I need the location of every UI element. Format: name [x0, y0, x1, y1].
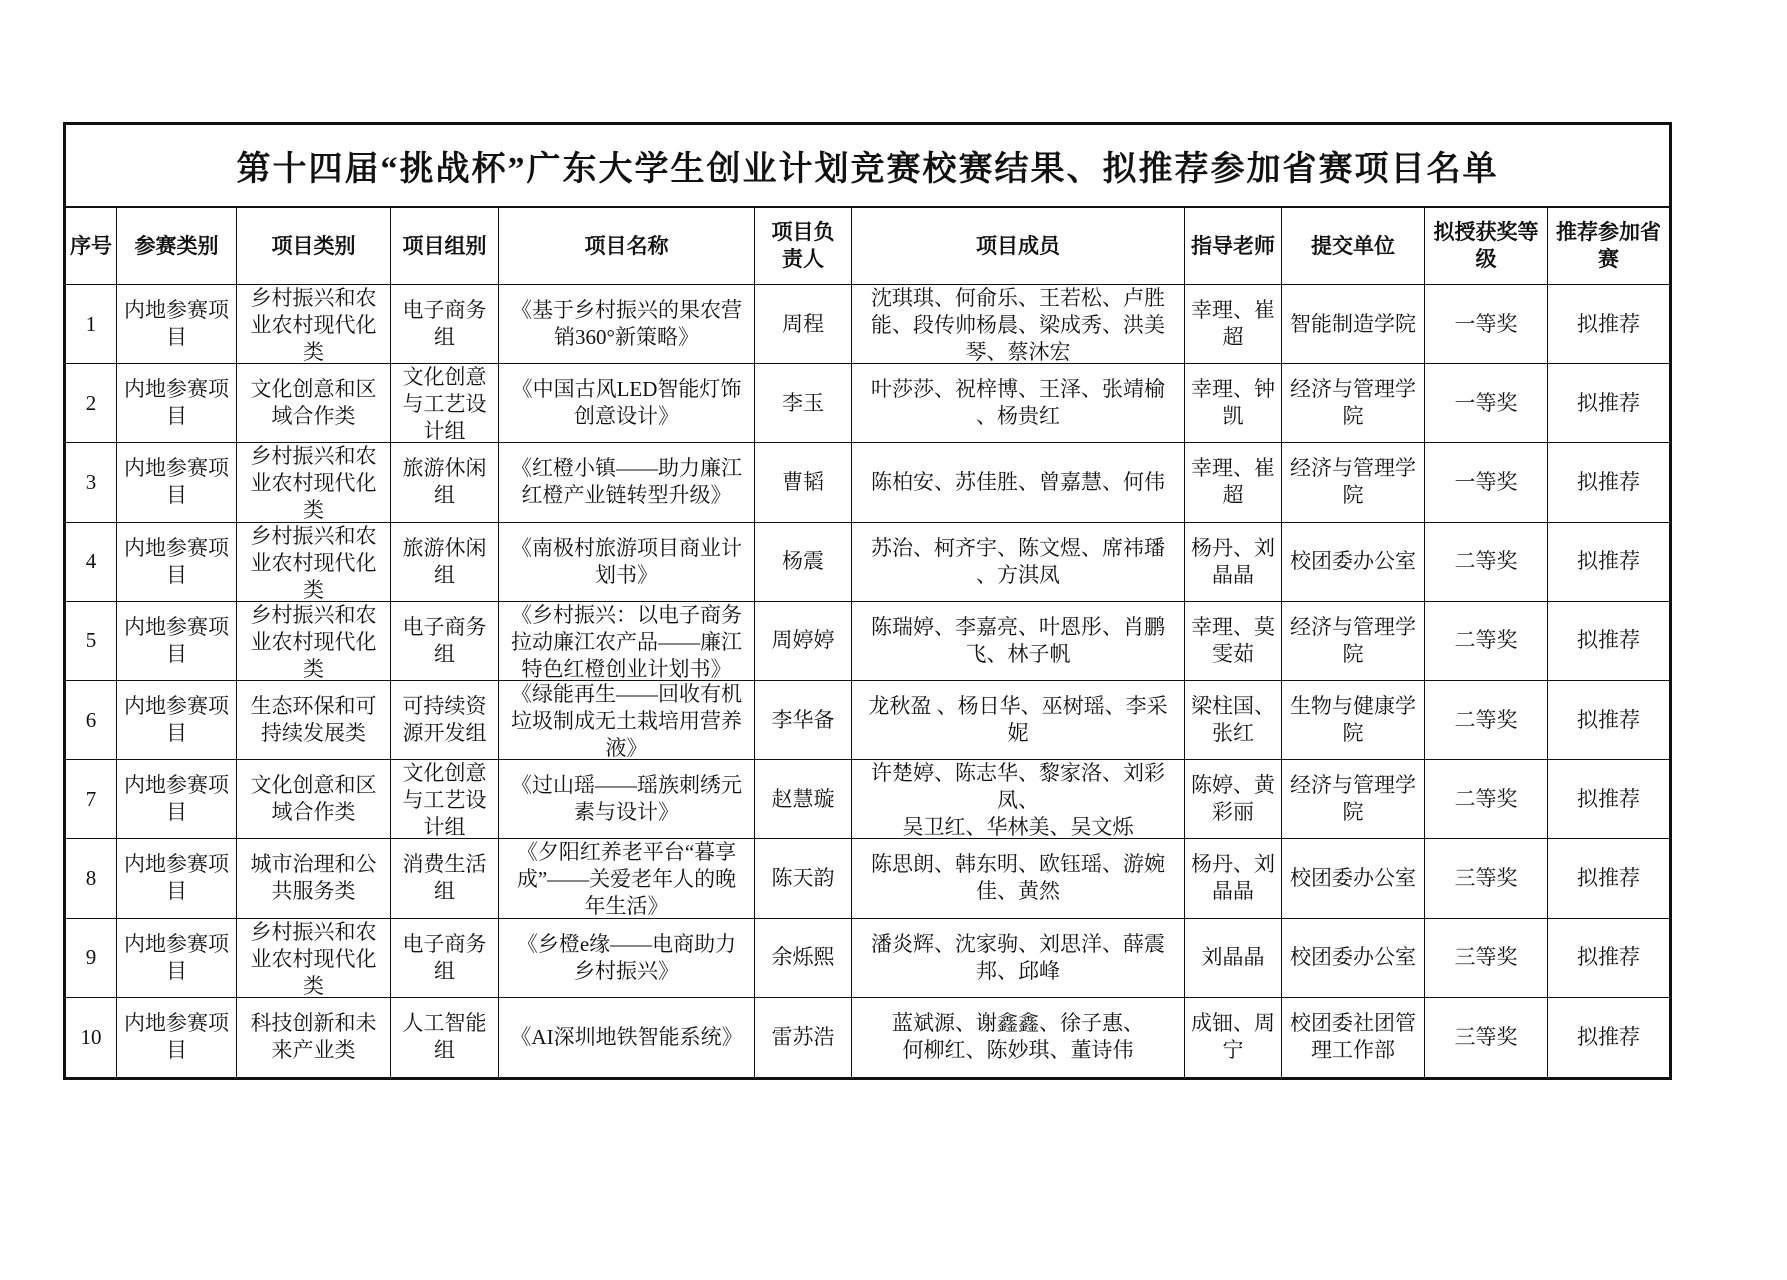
cell-members: 苏治、柯齐宇、陈文煜、席祎璠、方淇凤 — [852, 523, 1185, 602]
cell-recommend: 拟推荐 — [1548, 839, 1669, 918]
header-project-name: 项目名称 — [499, 208, 755, 285]
cell-project-type: 生态环保和可持续发展类 — [237, 681, 391, 760]
cell-project-type: 文化创意和区域合作类 — [237, 760, 391, 839]
cell-award: 二等奖 — [1425, 681, 1548, 760]
cell-no: 3 — [66, 443, 117, 522]
cell-award: 一等奖 — [1425, 443, 1548, 522]
cell-award: 一等奖 — [1425, 364, 1548, 443]
cell-no: 6 — [66, 681, 117, 760]
cell-award: 二等奖 — [1425, 523, 1548, 602]
cell-category: 内地参赛项目 — [117, 523, 237, 602]
cell-advisor: 杨丹、刘晶晶 — [1185, 839, 1282, 918]
cell-project-group: 人工智能组 — [391, 998, 499, 1077]
cell-project-group: 电子商务组 — [391, 602, 499, 681]
cell-category: 内地参赛项目 — [117, 443, 237, 522]
cell-award: 三等奖 — [1425, 919, 1548, 998]
cell-advisor: 陈婷、黄彩丽 — [1185, 760, 1282, 839]
cell-recommend: 拟推荐 — [1548, 760, 1669, 839]
cell-project-group: 文化创意与工艺设计组 — [391, 760, 499, 839]
cell-leader: 余烁熙 — [755, 919, 852, 998]
cell-project-name: 《南极村旅游项目商业计划书》 — [499, 523, 755, 602]
header-award: 拟授获奖等级 — [1425, 208, 1548, 285]
cell-no: 4 — [66, 523, 117, 602]
cell-project-group: 旅游休闲组 — [391, 443, 499, 522]
cell-members: 叶莎莎、祝梓博、王泽、张靖榆、杨贵红 — [852, 364, 1185, 443]
cell-leader: 周婷婷 — [755, 602, 852, 681]
cell-category: 内地参赛项目 — [117, 760, 237, 839]
results-table — [63, 122, 1672, 1080]
cell-category: 内地参赛项目 — [117, 364, 237, 443]
cell-project-group: 电子商务组 — [391, 285, 499, 364]
header-advisor: 指导老师 — [1185, 208, 1282, 285]
cell-project-group: 文化创意与工艺设计组 — [391, 364, 499, 443]
cell-project-group: 旅游休闲组 — [391, 523, 499, 602]
cell-no: 9 — [66, 919, 117, 998]
header-project-group: 项目组别 — [391, 208, 499, 285]
cell-unit: 经济与管理学院 — [1282, 364, 1425, 443]
cell-unit: 校团委办公室 — [1282, 919, 1425, 998]
cell-advisor: 幸理、崔超 — [1185, 443, 1282, 522]
cell-project-group: 可持续资源开发组 — [391, 681, 499, 760]
cell-project-name: 《乡村振兴：以电子商务拉动廉江农产品——廉江特色红橙创业计划书》 — [499, 602, 755, 681]
cell-recommend: 拟推荐 — [1548, 523, 1669, 602]
cell-leader: 陈天韵 — [755, 839, 852, 918]
header-unit: 提交单位 — [1282, 208, 1425, 285]
cell-project-name: 《红橙小镇——助力廉江红橙产业链转型升级》 — [499, 443, 755, 522]
cell-project-type: 乡村振兴和农业农村现代化类 — [237, 443, 391, 522]
cell-project-group: 消费生活组 — [391, 839, 499, 918]
cell-project-type: 乡村振兴和农业农村现代化类 — [237, 919, 391, 998]
header-recommend: 推荐参加省赛 — [1548, 208, 1669, 285]
cell-award: 三等奖 — [1425, 839, 1548, 918]
cell-leader: 杨震 — [755, 523, 852, 602]
cell-no: 8 — [66, 839, 117, 918]
cell-project-type: 乡村振兴和农业农村现代化类 — [237, 523, 391, 602]
cell-members: 陈思朗、韩东明、欧钰瑶、游婉佳、黄然 — [852, 839, 1185, 918]
cell-category: 内地参赛项目 — [117, 919, 237, 998]
cell-members: 陈瑞婷、李嘉亮、叶恩彤、肖鹏飞、林子帆 — [852, 602, 1185, 681]
cell-award: 一等奖 — [1425, 285, 1548, 364]
cell-award: 三等奖 — [1425, 998, 1548, 1077]
cell-project-name: 《绿能再生——回收有机垃圾制成无土栽培用营养液》 — [499, 681, 755, 760]
cell-members: 龙秋盈 、杨日华、巫树瑶、李采妮 — [852, 681, 1185, 760]
cell-award: 二等奖 — [1425, 760, 1548, 839]
cell-recommend: 拟推荐 — [1548, 364, 1669, 443]
cell-advisor: 刘晶晶 — [1185, 919, 1282, 998]
document-title: 第十四届“挑战杯”广东大学生创业计划竞赛校赛结果、拟推荐参加省赛项目名单 — [66, 125, 1669, 208]
cell-members: 沈琪琪、何俞乐、王若松、卢胜能、段传帅杨晨、梁成秀、洪美琴、蔡沐宏 — [852, 285, 1185, 364]
cell-category: 内地参赛项目 — [117, 285, 237, 364]
cell-unit: 校团委社团管理工作部 — [1282, 998, 1425, 1077]
header-no: 序号 — [66, 208, 117, 285]
cell-recommend: 拟推荐 — [1577, 1024, 1640, 1049]
cell-advisor: 幸理、莫雯茹 — [1185, 602, 1282, 681]
cell-leader: 李玉 — [755, 364, 852, 443]
cell-advisor: 梁柱国、张红 — [1185, 681, 1282, 760]
cell-project-name: 《基于乡村振兴的果农营销360°新策略》 — [499, 285, 755, 364]
cell-project-name: 《AI深圳地铁智能系统》 — [499, 998, 755, 1077]
cell-unit: 经济与管理学院 — [1282, 443, 1425, 522]
cell-project-name: 《中国古风LED智能灯饰创意设计》 — [499, 364, 755, 443]
cell-advisor: 幸理、崔超 — [1185, 285, 1282, 364]
cell-no: 10 — [66, 998, 117, 1077]
header-members: 项目成员 — [852, 208, 1185, 285]
header-leader: 项目负责人 — [755, 208, 852, 285]
cell-project-group: 电子商务组 — [391, 919, 499, 998]
cell-leader: 雷苏浩 — [755, 998, 852, 1077]
header-project-type: 项目类别 — [237, 208, 391, 285]
cell-category: 内地参赛项目 — [117, 998, 237, 1077]
cell-unit: 生物与健康学院 — [1282, 681, 1425, 760]
cell-advisor: 幸理、钟凯 — [1185, 364, 1282, 443]
cell-members: 陈柏安、苏佳胜、曾嘉慧、何伟 — [852, 443, 1185, 522]
cell-unit: 经济与管理学院 — [1282, 602, 1425, 681]
cell-category: 内地参赛项目 — [117, 839, 237, 918]
cell-recommend: 拟推荐 — [1548, 602, 1669, 681]
cell-no: 5 — [66, 602, 117, 681]
cell-unit: 校团委办公室 — [1282, 523, 1425, 602]
cell-unit: 经济与管理学院 — [1282, 760, 1425, 839]
cell-recommend: 拟推荐 — [1548, 919, 1669, 998]
cell-unit: 智能制造学院 — [1282, 285, 1425, 364]
cell-recommend: 拟推荐 — [1548, 681, 1669, 760]
cell-category: 内地参赛项目 — [117, 681, 237, 760]
cell-no: 2 — [66, 364, 117, 443]
cell-no: 7 — [66, 760, 117, 839]
cell-project-name: 《夕阳红养老平台“暮享成”——关爱老年人的晚年生活》 — [499, 839, 755, 918]
cell-project-type: 城市治理和公共服务类 — [237, 839, 391, 918]
cell-no: 1 — [66, 285, 117, 364]
cell-project-name: 《乡橙e缘——电商助力乡村振兴》 — [499, 919, 755, 998]
cell-project-type: 文化创意和区域合作类 — [237, 364, 391, 443]
cell-recommend: 拟推荐 — [1548, 285, 1669, 364]
cell-leader: 李华备 — [755, 681, 852, 760]
cell-unit: 校团委办公室 — [1282, 839, 1425, 918]
header-category: 参赛类别 — [117, 208, 237, 285]
cell-leader: 曹韬 — [755, 443, 852, 522]
cell-recommend: 拟推荐 — [1548, 443, 1669, 522]
cell-project-name: 《过山瑶——瑶族刺绣元素与设计》 — [499, 760, 755, 839]
cell-members: 潘炎辉、沈家驹、刘思洋、薛震邦、邱峰 — [852, 919, 1185, 998]
cell-project-type: 科技创新和未来产业类 — [237, 998, 391, 1077]
cell-advisor: 成钿、周宁 — [1185, 998, 1282, 1077]
cell-leader: 周程 — [755, 285, 852, 364]
cell-members: 蓝斌源、谢鑫鑫、徐子惠、 何柳红、陈妙琪、董诗伟 — [852, 998, 1185, 1077]
cell-award: 二等奖 — [1425, 602, 1548, 681]
cell-advisor: 杨丹、刘晶晶 — [1185, 523, 1282, 602]
cell-members: 许楚婷、陈志华、黎家洛、刘彩凤、 吴卫红、华林美、吴文烁 — [852, 760, 1185, 839]
cell-category: 内地参赛项目 — [117, 602, 237, 681]
cell-project-type: 乡村振兴和农业农村现代化类 — [237, 602, 391, 681]
cell-leader: 赵慧璇 — [755, 760, 852, 839]
cell-project-type: 乡村振兴和农业农村现代化类 — [237, 285, 391, 364]
